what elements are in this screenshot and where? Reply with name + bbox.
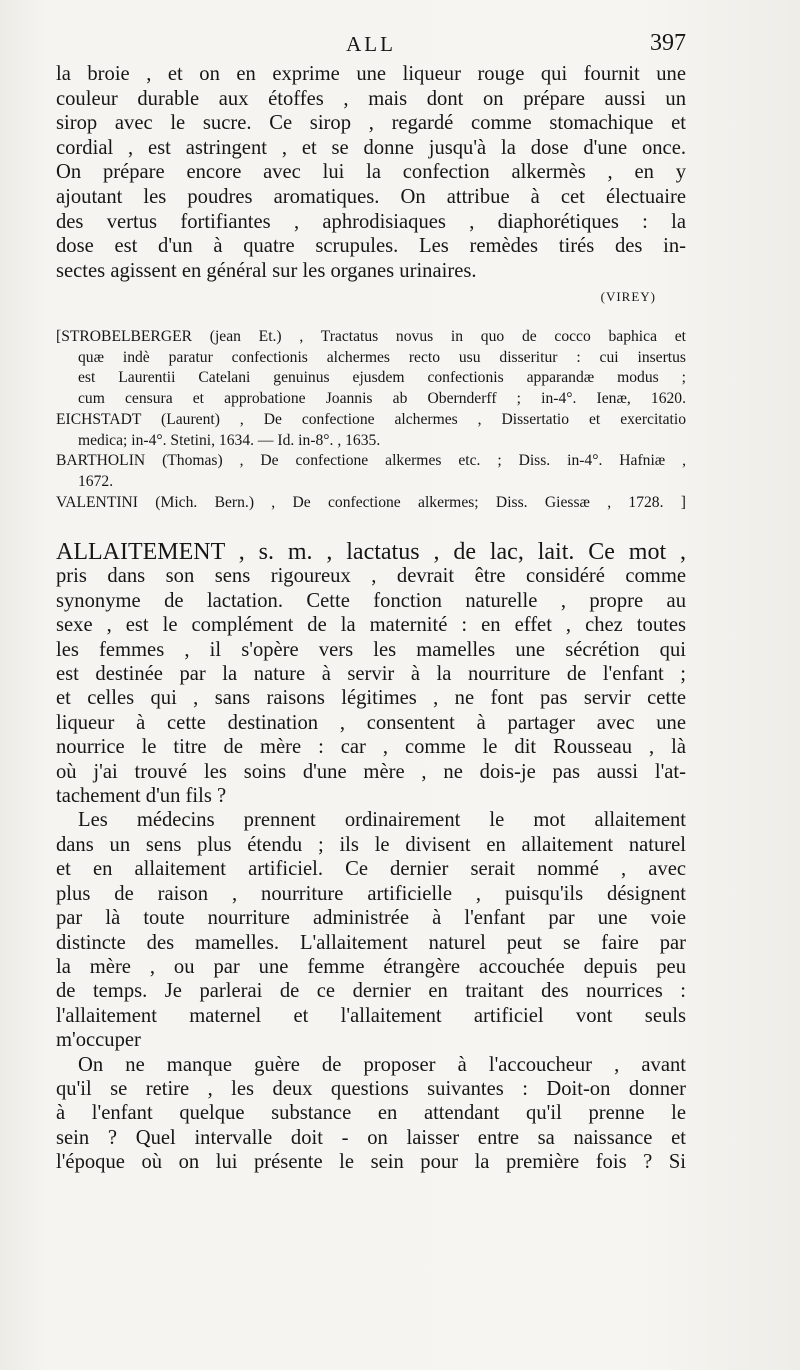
text-line: cordial , est astringent , et se donne jusqu'à la dose d'une once. — [56, 136, 686, 159]
text-line: qu'il se retire , les deux questions suivantes : Doit-on donner — [56, 1077, 686, 1100]
bibliography-line: EICHSTADT (Laurent) , De confectione alchermes , Dissertatio et exercitatio — [56, 410, 686, 428]
text-line: sectes agissent en général sur les organes urinaires. — [56, 259, 477, 282]
bibliography — [56, 327, 686, 513]
text-line: liqueur à cette destination , consentent à partager avec une — [56, 711, 686, 734]
bibliography-line: quæ indè paratur confectionis alchermes recto usu disseritur : cui insertus — [78, 348, 686, 366]
intro-paragraph — [56, 62, 686, 310]
text-line: distincte des mamelles. L'allaitement naturel peut se faire par — [56, 931, 686, 954]
text-line: dose est d'un à quatre scrupules. Les remèdes tirés des in- — [56, 235, 686, 258]
text-line: dans un sens plus étendu ; ils le divisent en allaitement naturel — [56, 833, 686, 856]
text-line: par là toute nourriture administrée à l'enfant par une voie — [56, 907, 686, 930]
text-line: sein ? Quel intervalle doit - on laisser entre sa naissance et — [56, 1126, 686, 1149]
text-line: synonyme de lactation. Cette fonction naturelle , propre au — [56, 589, 686, 612]
text-line: sirop avec le sucre. Ce sirop , regardé comme stomachique et — [56, 112, 686, 135]
text-line: ajoutant les poudres aromatiques. On attribue à cet électuaire — [56, 185, 686, 208]
text-line: des vertus fortifiantes , aphrodisiaques , diaphorétiques : la — [56, 210, 686, 233]
text-line: plus de raison , nourriture artificielle , puisqu'ils désignent — [56, 882, 686, 905]
text-line: sexe , est le complément de la maternité : en effet , chez toutes — [56, 614, 686, 637]
text-line: On ne manque guère de proposer à l'accoucheur , avant — [78, 1053, 686, 1076]
text-line: la mère , ou par une femme étrangère accouchée depuis peu — [56, 955, 686, 978]
page-header — [56, 28, 686, 62]
text-line: l'allaitement maternel et l'allaitement artificiel vont seuls — [56, 1004, 686, 1027]
running-head: ALL — [346, 32, 396, 56]
bibliography-line: [STROBELBERGER (jean Et.) , Tractatus novus in quo de cocco baphica et — [56, 328, 686, 345]
page-number: 397 — [650, 30, 686, 56]
text-line: la broie , et on en exprime une liqueur rouge qui fournit une — [56, 63, 686, 85]
text-line: m'occuper — [56, 1029, 141, 1052]
author-signature: (VIREY) — [600, 289, 656, 305]
article-headline: ALLAITEMENT , s. m. , lactatus , de lac, lait. Ce mot , — [56, 540, 686, 565]
text-line: Les médecins prennent ordinairement le mot allaitement — [78, 809, 686, 832]
article-allaitement — [56, 540, 686, 1175]
text-line: On prépare encore avec lui la confection alkermès , en y — [56, 161, 686, 184]
bibliography-line: est Laurentii Catelani genuinus ejusdem confectionis apparandæ modus ; — [78, 369, 686, 387]
text-line: les femmes , il s'opère vers les mamelles une sécrétion qui — [56, 638, 686, 661]
bibliography-line: 1672. — [78, 472, 114, 490]
text-line: de temps. Je parlerai de ce dernier en traitant des nourrices : — [56, 980, 686, 1003]
bibliography-line: medica; in-4°. Stetini, 1634. — Id. in-8°. , 1635. — [78, 431, 381, 449]
bibliography-line: cum censura et approbatione Joannis ab Obernderff ; in-4°. Ienæ, 1620. — [78, 390, 686, 408]
text-line: où j'ai trouvé les soins d'une mère , ne dois-je pas aussi l'at- — [56, 760, 686, 783]
text-line: et en allaitement artificiel. Ce dernier serait nommé , avec — [56, 858, 686, 881]
text-line: à l'enfant quelque substance en attendant qu'il prenne le — [56, 1102, 686, 1125]
text-line: l'époque où on lui présente le sein pour la première fois ? Si — [56, 1151, 686, 1174]
text-line: couleur durable aux étoffes , mais dont on prépare aussi un — [56, 87, 686, 110]
bibliography-line: VALENTINI (Mich. Bern.) , De confectione alkermes; Diss. Giessæ , 1728. ] — [56, 493, 686, 511]
text-line: tachement d'un fils ? — [56, 785, 227, 808]
text-line: et celles qui , sans raisons légitimes , ne font pas servir cette — [56, 687, 686, 710]
text-line: est destinée par la nature à servir à la nourriture de l'enfant ; — [56, 663, 686, 686]
bibliography-line: BARTHOLIN (Thomas) , De confectione alkermes etc. ; Diss. in-4°. Hafniæ , — [56, 452, 686, 470]
text-line: pris dans son sens rigoureux , devrait être considéré comme — [56, 565, 686, 588]
text-line: nourrice le titre de mère : car , comme le dit Rousseau , là — [56, 736, 686, 759]
